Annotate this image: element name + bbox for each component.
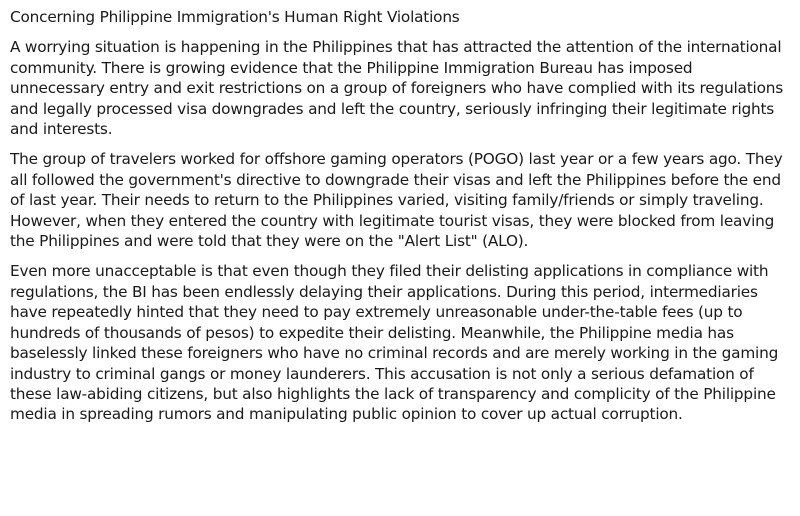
paragraph-1: A worrying situation is happening in the Philippines that has attracted the attention of the international community. There is growing evidence that the Philippine Immigration Bureau has imposed unnecessary entry and exit restrictions on a group of foreigners who have complied with its regulations and legally processed visa downgrades and left the country, seriously infringing their legitimate rights and interests.: [10, 38, 783, 139]
document-title: Concerning Philippine Immigration's Human Right Violations: [10, 8, 460, 26]
paragraph-2: The group of travelers worked for offshore gaming operators (POGO) last year or a few years ago. They all followed the government's directive to downgrade their visas and left the Philippines before the end of last year. Their needs to return to the Philippines varied, visiting family/friends or simply traveling. However, when they entered the country with legitimate tourist visas, they were blocked from leaving the Philippines and were told that they were on the "Alert List" (ALO).: [10, 150, 783, 251]
paragraph-3: Even more unacceptable is that even though they filed their delisting applications in compliance with regulations, the BI has been endlessly delaying their applications. During this period, intermediaries have repeatedly hinted that they need to pay extremely unreasonable under-the-table fees (up to hundreds of thousands of pesos) to expedite their delisting. Meanwhile, the Philippine media has baselessly linked these foreigners who have no criminal records and are merely working in the gaming industry to criminal gangs or money launderers. This accusation is not only a serious defamation of these law-abiding citizens, but also highlights the lack of transparency and complicity of the Philippine media in spreading rumors and manipulating public opinion to cover up actual corruption.: [10, 262, 779, 424]
